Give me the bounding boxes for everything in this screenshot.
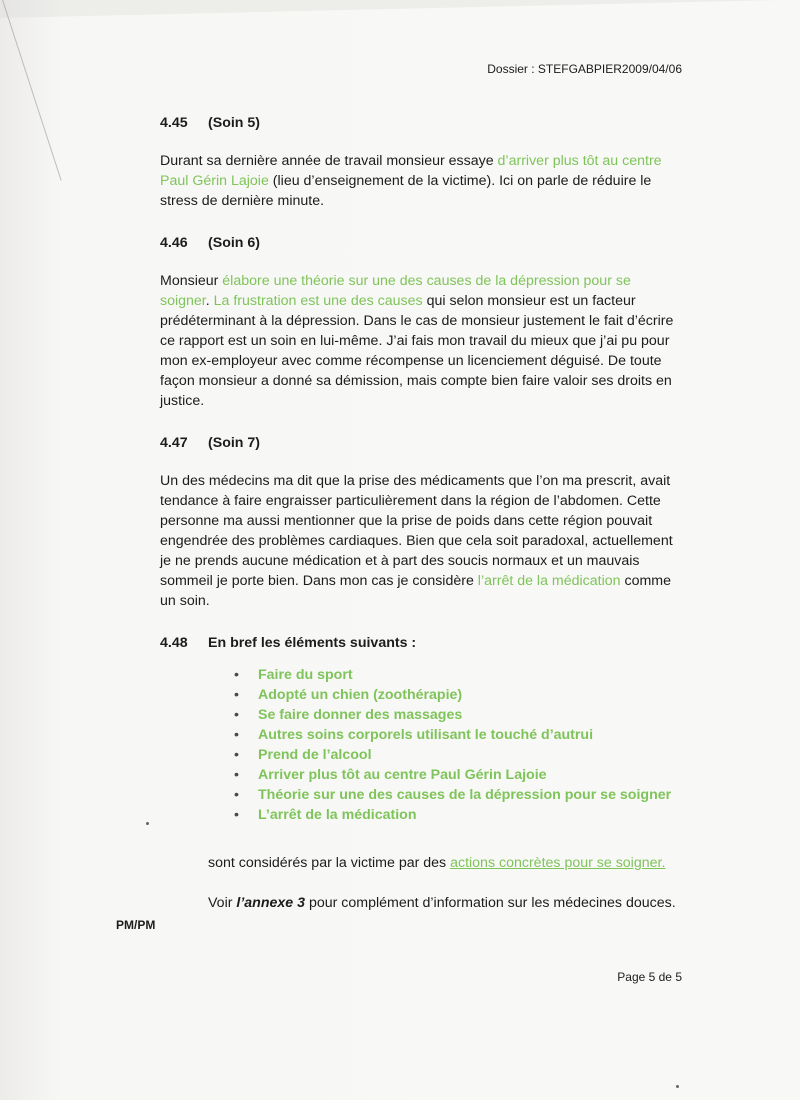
section-heading: [160, 433, 680, 453]
bullet-icon: •: [234, 747, 239, 763]
sections-container: [160, 113, 680, 611]
summary-item-text: Théorie sur une des causes de la dépression pour se soigner: [258, 787, 672, 803]
summary-title: En bref les éléments suivants :: [208, 635, 417, 651]
summary-number: 4.48: [160, 635, 188, 651]
voir-suffix: pour complément d’information sur les médecines douces.: [305, 895, 676, 911]
highlighted-text: La frustration est une des causes: [213, 293, 423, 309]
paragraph-text: comme un soin.: [160, 573, 671, 609]
bullet-icon: •: [234, 707, 239, 723]
summary-item-text: Prend de l’alcool: [258, 747, 372, 763]
voir-prefix: Voir: [208, 895, 237, 911]
closing-paragraph: [208, 853, 680, 873]
author-initials: PM/PM: [116, 918, 156, 932]
section-paragraph: [160, 271, 680, 411]
section-heading: [160, 233, 680, 253]
section-number: 4.47: [160, 435, 188, 451]
section-title: (Soin 7): [208, 435, 261, 451]
summary-item-text: Faire du sport: [258, 667, 353, 683]
section-number: 4.46: [160, 235, 188, 251]
annex-name: l’annexe 3: [236, 895, 306, 911]
summary-item: [234, 765, 680, 785]
summary-item: [234, 705, 680, 725]
bullet-icon: •: [234, 787, 239, 803]
section-heading: [160, 113, 680, 133]
closing-text: sont considérés par la victime par des: [208, 855, 451, 871]
paragraph-text: Monsieur: [160, 273, 223, 289]
highlighted-text: l’arrêt de la médication: [477, 573, 621, 589]
annex-reference: [208, 893, 680, 913]
paragraph-text: qui selon monsieur est un facteur prédéterminant à la dépression. Dans le cas de monsieur justement le fait d’écrire ce rapport est un soin en lui-même. J’ai fais mon travail du mieux que j’ai pu pour mon ex-employeur avec comme récompense un licenciement déguisé. De toute façon monsieur a donné sa démission, mais compte bien faire valoir ses droits en justice.: [160, 293, 674, 409]
page-number: Page 5 de 5: [617, 970, 682, 984]
bullet-icon: •: [234, 687, 239, 703]
dossier-header: Dossier : STEFGABPIER2009/04/06: [487, 62, 682, 76]
bullet-icon: •: [234, 767, 239, 783]
scan-speck: [146, 822, 149, 825]
section-paragraph: [160, 471, 680, 611]
paragraph-text: Un des médecins ma dit que la prise des médicaments que l’on ma prescrit, avait tendance à faire engraisser particulièrement dans la région de l’abdomen. Cette personne ma aussi mentionner que la prise de poids dans cette région pouvait engendrée des problèmes cardiaques. Bien que cela soit paradoxal, actuellement je ne prends aucune médication et à part des soucis normaux et un mauvais sommeil je porte bien. Dans mon cas je considère: [160, 473, 673, 589]
paragraph-text: (lieu d’enseignement de la victime). Ici on parle de réduire le stress de dernière minute.: [160, 173, 652, 209]
bullet-icon: •: [234, 727, 239, 743]
summary-list: [160, 665, 680, 825]
page-edge-line: [2, 0, 62, 181]
summary-item-text: Se faire donner des massages: [258, 707, 463, 723]
closing-link[interactable]: actions concrètes pour se soigner.: [450, 855, 666, 871]
section-number: 4.45: [160, 115, 188, 131]
summary-item: [234, 805, 680, 825]
bullet-icon: •: [234, 807, 239, 823]
highlighted-text: d’arriver plus tôt au centre Paul Gérin Lajoie: [160, 153, 662, 189]
section-paragraph: [160, 151, 680, 211]
summary-item: [234, 665, 680, 685]
summary-item-text: Adopté un chien (zoothérapie): [258, 687, 463, 703]
summary-heading: [160, 633, 680, 653]
section-title: (Soin 5): [208, 115, 261, 131]
summary-item-text: Autres soins corporels utilisant le touché d’autrui: [258, 727, 594, 743]
summary-item: [234, 745, 680, 765]
page-fold-shadow: [0, 0, 780, 18]
summary-item: [234, 725, 680, 745]
document-body: [160, 113, 680, 913]
summary-item-text: L’arrêt de la médication: [258, 807, 417, 823]
highlighted-text: élabore une théorie sur une des causes de la dépression pour se soigner: [160, 273, 631, 309]
paragraph-text: .: [205, 293, 214, 309]
summary-item-text: Arriver plus tôt au centre Paul Gérin Lajoie: [258, 767, 547, 783]
section-title: (Soin 6): [208, 235, 261, 251]
paragraph-text: Durant sa dernière année de travail monsieur essaye: [160, 153, 498, 169]
summary-item: [234, 785, 680, 805]
summary-item: [234, 685, 680, 705]
bullet-icon: •: [234, 667, 239, 683]
scan-speck: [676, 1085, 679, 1088]
